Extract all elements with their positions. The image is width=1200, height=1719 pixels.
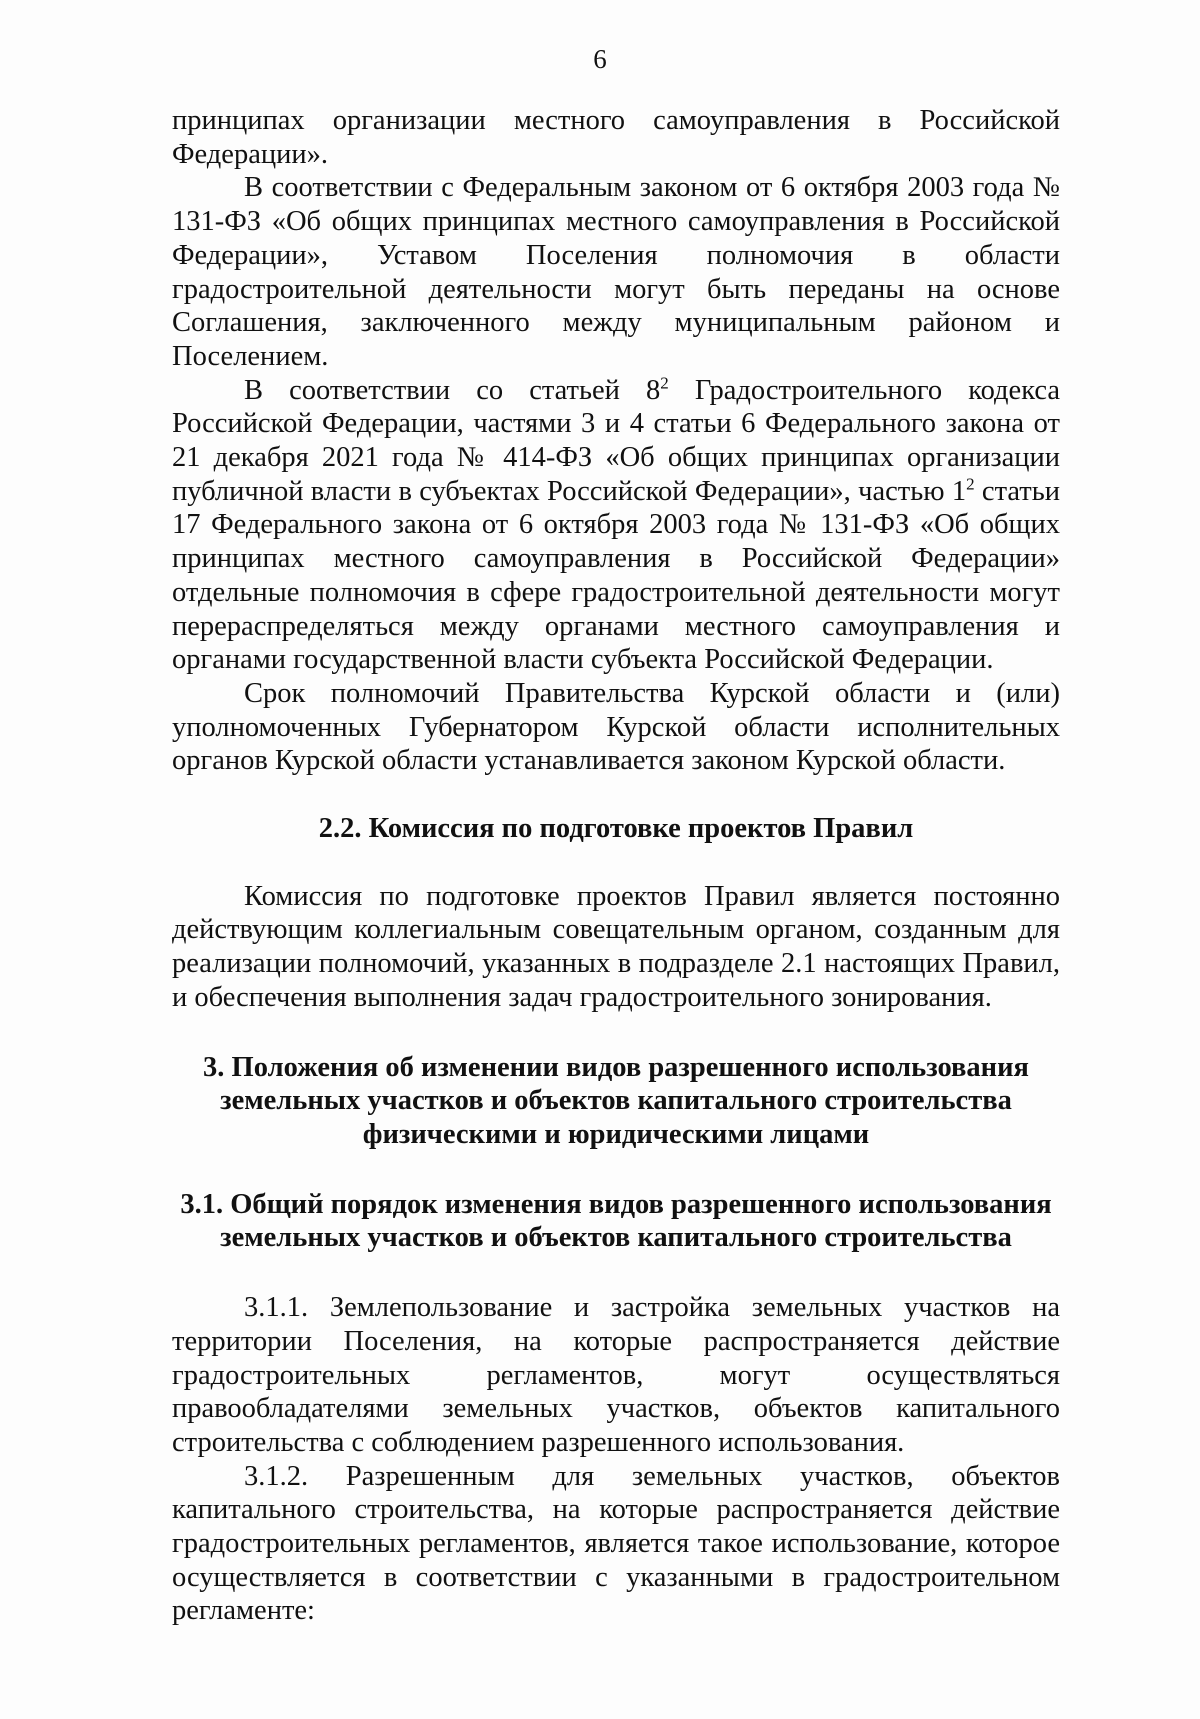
paragraph-commission: Комиссия по подготовке проектов Правил является постоянно действующим коллегиальным совещательным органом, созданным для реализации полномочий, указанных в подразделе 2.1 настоящих Правил, и обеспечения выполнения задач градостроительного зонирования. bbox=[172, 880, 1060, 1013]
paragraph-3-1-1: 3.1.1. Землепользование и застройка земельных участков на территории Поселения, на которые распространяется действие градостроительных регламентов, могут осуществляться правообладателями земельных участков, объектов капитального строительства с соблюдением разрешенного использования. bbox=[172, 1292, 1060, 1458]
heading-line: земельных участков и объектов капитального строительства bbox=[220, 1222, 1012, 1254]
paragraph-redistribution bbox=[172, 374, 1060, 677]
paragraph-term: Срок полномочий Правительства Курской области и (или) уполномоченных Губернатором Курской области исполнительных органов Курской области устанавливается законом Курской области. bbox=[172, 677, 1060, 777]
section-heading-2-2: 2.2. Комиссия по подготовке проектов Правил bbox=[318, 813, 914, 845]
superscript: 2 bbox=[660, 373, 669, 393]
superscript: 2 bbox=[966, 474, 975, 494]
heading-line: земельных участков и объектов капитального строительства bbox=[220, 1085, 1012, 1117]
paragraph-text: статьи 17 Федерального закона от 6 октября 2003 года № 131-ФЗ «Об общих принципах местного самоуправления в Российской Федерации» отдельные полномочия в сфере градостроительной деятельности могут перераспределяться между органами местного самоуправления и органами государственной власти субъекта Российской Федерации. bbox=[172, 475, 1060, 676]
paragraph-continuation: принципах организации местного самоуправления в Российской Федерации». bbox=[172, 105, 1060, 170]
paragraph-text: В соответствии со статьей 8 bbox=[244, 374, 661, 406]
heading-line: 3. Положения об изменении видов разрешенного использования bbox=[203, 1051, 1029, 1083]
section-heading-3-1 bbox=[172, 1188, 1060, 1255]
heading-line: физическими и юридическими лицами bbox=[362, 1118, 870, 1150]
paragraph-3-1-2: 3.1.2. Разрешенным для земельных участков, объектов капитального строительства, на которые распространяется действие градостроительных регламентов, является такое использование, которое осуществляется в соответствии с указанными в градостроительном регламенте: bbox=[172, 1460, 1060, 1627]
paragraph-federal-law: В соответствии с Федеральным законом от 6 октября 2003 года № 131-ФЗ «Об общих принципах местного самоуправления в Российской Федерации», Уставом Поселения полномочия в области градостроительной деятельности могут быть переданы на основе Соглашения, заключенного между муниципальным районом и Поселением. bbox=[172, 172, 1060, 372]
heading-line: 3.1. Общий порядок изменения видов разрешенного использования bbox=[180, 1188, 1052, 1220]
paragraph-text: Градостроительного кодекса Российской Федерации, частями 3 и 4 статьи 6 Федерального закона от 21 декабря 2021 года № 414-ФЗ «Об общих принципах организации публичной власти в субъектах Российской Федерации», частью 1 bbox=[172, 374, 1060, 507]
document-body bbox=[172, 104, 1060, 1628]
page-number: 6 bbox=[593, 44, 607, 74]
section-heading-3 bbox=[172, 1051, 1060, 1152]
